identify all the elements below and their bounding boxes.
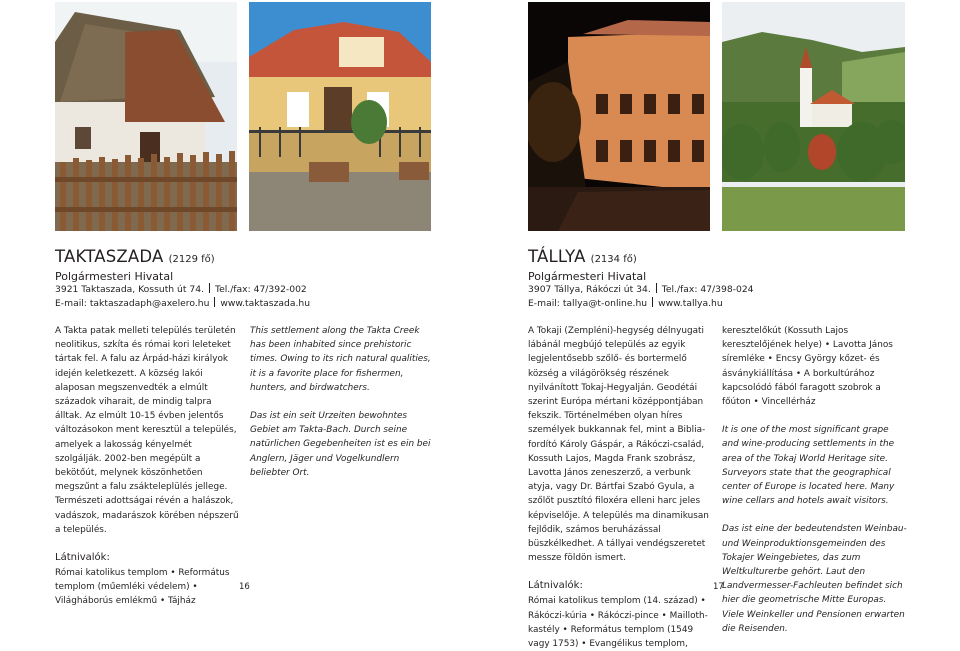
town-population: (2129 fő) — [168, 254, 215, 265]
contact-line-2 — [55, 297, 355, 311]
town-title — [55, 247, 355, 269]
mayors-office-night-photo — [528, 2, 710, 231]
taktaszada-hungarian-text — [55, 324, 241, 609]
website-link[interactable]: www.tallya.hu — [658, 297, 723, 309]
contact-line-2 — [528, 297, 828, 311]
separator — [214, 297, 215, 307]
village-hall-photo — [249, 2, 431, 231]
page-number-left: 16 — [239, 582, 250, 592]
attractions-list: Római katolikus templom (14. század) • Rákóczi-kúria • Rákóczi-pince • Mailloth-kastély • Református templom (1549 vagy 1753) • Evangélikus templom, — [528, 596, 708, 650]
hungarian-paragraph: A Takta patak melleti település területén neolitikus, szkíta és római kori leleteket tártak fel. A falu az Árpád-házi királyok idején keletkezett. A község lakói alaposan megszenvedték a elmúlt századok viharait, de mindig talpra álltak. Az elmúlt 10-15 évben jelentős változásokon ment keresztül a település, amelyek a lakosság kényelmét szolgálják. 2002-ben megépült a bekötőút, melynek köszönhetően megszűnt a falu zsákteleplülés jellege. Természeti adottságai révén a halászok, vadászok, madarászok körében népszerű a település. — [55, 326, 239, 535]
contact-line-1 — [55, 283, 355, 297]
tallya-continued-text — [722, 324, 908, 636]
attractions-heading: Látnivalók: — [528, 580, 583, 592]
email[interactable]: E-mail: tallya@t-online.hu — [528, 297, 648, 309]
town-title — [528, 247, 828, 269]
town-population: (2134 fő) — [590, 254, 637, 265]
page-number-right: 17 — [713, 582, 724, 592]
address: 3907 Tállya, Rákóczi út 34. — [528, 284, 651, 295]
address: 3921 Taktaszada, Kossuth út 74. — [55, 284, 205, 295]
attractions-heading: Látnivalók: — [55, 552, 110, 564]
german-paragraph: Das ist ein seit Urzeiten bewohntes Gebiet am Takta-Bach. Durch seine natürlichen Gegebenheiten ist es ein bei Anglern, Jäger und Vogelkundlern beliebter Ort. — [250, 411, 431, 478]
website-link[interactable]: www.taktaszada.hu — [220, 297, 311, 309]
attractions-list-continued: keresztelőkút (Kossuth Lajos keresztelőjének helye) • Lavotta János síremléke • Encsy György kőzet- és ásványkiállítása • A borkultúrához kapcsolódó fából faragott szobrok a főúton • Vincellérház — [722, 326, 893, 408]
office-name: Polgármesteri Hivatal — [55, 270, 174, 283]
taktaszada-header — [55, 247, 355, 310]
town-name: TAKTASZADA — [55, 247, 164, 266]
office-name: Polgármesteri Hivatal — [528, 270, 647, 283]
separator — [656, 283, 657, 293]
taktaszada-foreign-text — [250, 324, 436, 480]
contact-line-1 — [528, 283, 828, 297]
hungarian-paragraph: A Tokaji (Zempléni)-hegység délnyugati lábánál megbújó település az egyik legjelentősebb szőlő- és bortermelő község a világörökség részének nyilvánított Tokaj-Hegyalján. Geodétái szerint Európa mértani középpontjában fekszik. Történelmében olyan híres személyek bukkannak fel, mint a Biblia-fordító Károly Gáspár, a Rákóczi-család, Kossuth Lajos, Magda Frank szobrász, Lavotta János zeneszerző, a verbunk atyja, vagy Dr. Bártfai Szabó Gyula, a szőlőt pusztító filoxéra elleni harc jeles képviselője. A település ma dinamikusan fejlődik, számos beruházással büszkélkedhet. A tállyai vendégszeretet messze földön ismert. — [528, 326, 709, 564]
separator — [652, 297, 653, 307]
phone-fax: Tel./fax: 47/392-002 — [215, 284, 307, 295]
english-paragraph: This settlement along the Takta Creek has been inhabited since prehistoric times. Owing to its rich natural qualities, it is a favorite place for fishermen, hunters, and birdwatchers. — [250, 326, 431, 393]
english-paragraph: It is one of the most significant grape and wine-producing settlements in the area of the Tokaj World Heritage site. Surveyors state that the geographical center of Europe is located here. Many wine cellars and hotels await visitors. — [722, 425, 895, 507]
thatched-farmhouse-photo — [55, 2, 237, 231]
german-paragraph: Das ist eine der bedeutendsten Weinbau- und Weinproduktionsgemeinden des Tokajer Weingebietes, das zum Weltkulturerbe gehört. Laut den Landvermesser-Fachleuten befindet sich hier die geometrische Mitte Europas. Viele Weinkeller und Pensionen erwarten die Reisenden. — [722, 524, 907, 634]
tallya-header — [528, 247, 828, 310]
email[interactable]: E-mail: taktaszadaph@axelero.hu — [55, 297, 210, 309]
phone-fax: Tel./fax: 47/398-024 — [661, 284, 754, 295]
church-on-hillside-photo — [722, 2, 905, 231]
tallya-hungarian-text — [528, 324, 714, 651]
town-name: TÁLLYA — [528, 247, 586, 266]
separator — [209, 283, 210, 293]
attractions-list: Római katolikus templom • Református templom (műemléki védelem) • Világháborús emlékmű • Tájház — [55, 568, 230, 607]
